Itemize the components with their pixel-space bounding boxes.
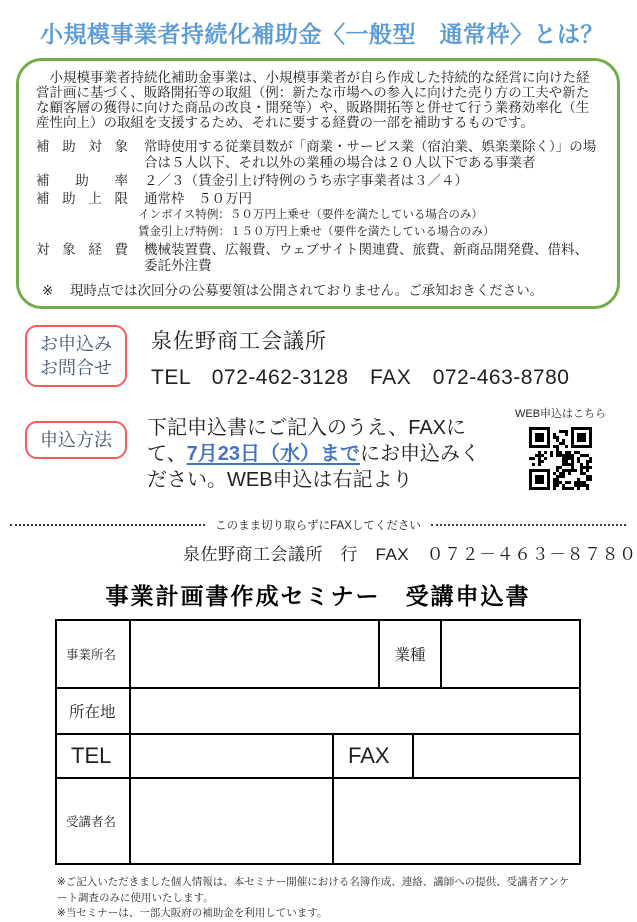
subsidy-target-row: [36, 139, 600, 169]
fax-label: FAX: [334, 735, 414, 777]
cut-line-text: このまま切り取らずにFAXしてください: [215, 519, 421, 532]
apply-method-section: [25, 405, 636, 495]
eligible-expenses-row: [36, 242, 600, 272]
contact-tag-line2: お問合せ: [40, 358, 112, 379]
table-row-business-name: [57, 621, 579, 689]
business-name-input-cell[interactable]: [131, 621, 380, 687]
subsidy-limit-main: 通常枠 ５０万円: [144, 190, 252, 206]
contact-tag-line1: お申込み: [40, 333, 112, 354]
contact-info: [151, 325, 569, 391]
subsidy-rate-row: [36, 173, 600, 188]
subsidy-limit-value: [138, 190, 600, 240]
subsidy-limit-label: 補助上限: [36, 190, 128, 206]
eligible-expenses-label: 対象経費: [36, 242, 128, 258]
table-row-tel-fax: [57, 735, 579, 779]
apply-method-tag: 申込方法: [25, 421, 127, 459]
attendee-input-cell-left[interactable]: [131, 779, 334, 863]
attendee-input-cell-right[interactable]: [334, 779, 579, 863]
contact-tag: [25, 325, 127, 388]
subsidy-intro-text: 小規模事業者持続化補助金事業は、小規模事業者が自ら作成した持続的な経営に向けた経営計画に基づく、販路開拓等の取組（例：新たな市場への参入に向けた売り方の工夫や新たな顧客層の獲得に向けた商品の改良・開発等）や、販路開拓等と併せて行う業務効率化（生産性向上）の取組を支援するため、それに要する経費の一部を補助するものです。: [36, 70, 590, 131]
industry-label: 業種: [380, 621, 442, 687]
fax-input-cell[interactable]: [414, 735, 579, 777]
subsidy-detail-list: [36, 139, 600, 272]
form-title: 事業計画書作成セミナー 受講申込書: [105, 582, 531, 609]
fax-destination-line: 泉佐野商工会議所 行 FAX ０７２－４６３－８７８０: [183, 544, 637, 564]
cut-line-dots-left: [10, 524, 205, 526]
footer-notes: [57, 875, 579, 922]
tel-label: TEL: [57, 735, 131, 777]
cut-line-dots-right: [431, 524, 626, 526]
application-form-table: [55, 619, 581, 865]
subsidy-overview-box: [16, 58, 620, 309]
osaka-subsidy-note: ※当セミナーは、一部大阪府の補助金を利用しています。: [57, 907, 328, 920]
address-input-cell[interactable]: [131, 689, 579, 733]
subsidy-target-label: 補助対象: [36, 139, 128, 155]
qr-code: [529, 427, 592, 495]
privacy-note: ※ご記入いただきました個人情報は、本セミナー開催における名簿作成、連絡、講師への提供、受講者アンケート調査のみに使用いたします。: [57, 875, 570, 904]
subsidy-limit-row: [36, 191, 600, 240]
eligible-expenses-value: 機械装置費、広報費、ウェブサイト関連費、旅費、新商品開発費、借料、委託外注費: [144, 242, 589, 273]
page-title: 小規模事業者持続化補助金〈一般型 通常枠〉とは？: [40, 21, 604, 47]
table-row-address: [57, 689, 579, 735]
subsidy-rate-label: 補助率: [36, 172, 128, 188]
table-row-attendee: [57, 779, 579, 863]
organization-name: 泉佐野商工会議所: [151, 329, 327, 353]
guideline-note-text: 現時点では次回分の公募要領は公開されておりません。ご承知おきください。: [70, 282, 544, 298]
contact-section: [25, 325, 636, 391]
note-asterisk: ※: [42, 282, 54, 298]
cut-line: [10, 517, 626, 533]
subsidy-target-value: 常時使用する従業員数が「商業・サービス業（宿泊業、娯楽業除く）」の場合は５人以下、それ以外の業種の場合は２０人以下である事業者: [144, 139, 597, 170]
tel-fax-line: TEL 072-462-3128 FAX 072-463-8780: [151, 365, 570, 389]
web-apply-block: [515, 405, 606, 495]
invoice-exception-note: インボイス特例：５０万円上乗せ（要件を満たしている場合のみ）: [138, 208, 483, 221]
industry-input-cell[interactable]: [442, 621, 579, 687]
attendee-label: 受講者名: [57, 779, 131, 863]
apply-text-after: にお申込みください。WEB申込は右記より: [147, 442, 480, 491]
apply-deadline: 7月23日（水）まで: [186, 442, 360, 465]
wage-raise-exception-note: 賃金引上げ特例：１５０万円上乗せ（要件を満たしている場合のみ）: [138, 225, 495, 238]
business-name-label: 事業所名: [57, 621, 131, 687]
subsidy-rate-value: ２／３（賃金引上げ特例のうち赤字事業者は３／４）: [144, 172, 468, 188]
tel-input-cell[interactable]: [131, 735, 334, 777]
apply-method-text: [147, 415, 489, 493]
guideline-note: [36, 283, 600, 298]
address-label: 所在地: [57, 689, 131, 733]
apply-text-before: 下記申込書にご記入のうえ、FAXにて、: [147, 416, 466, 465]
qr-caption: WEB申込はこちら: [515, 407, 607, 420]
